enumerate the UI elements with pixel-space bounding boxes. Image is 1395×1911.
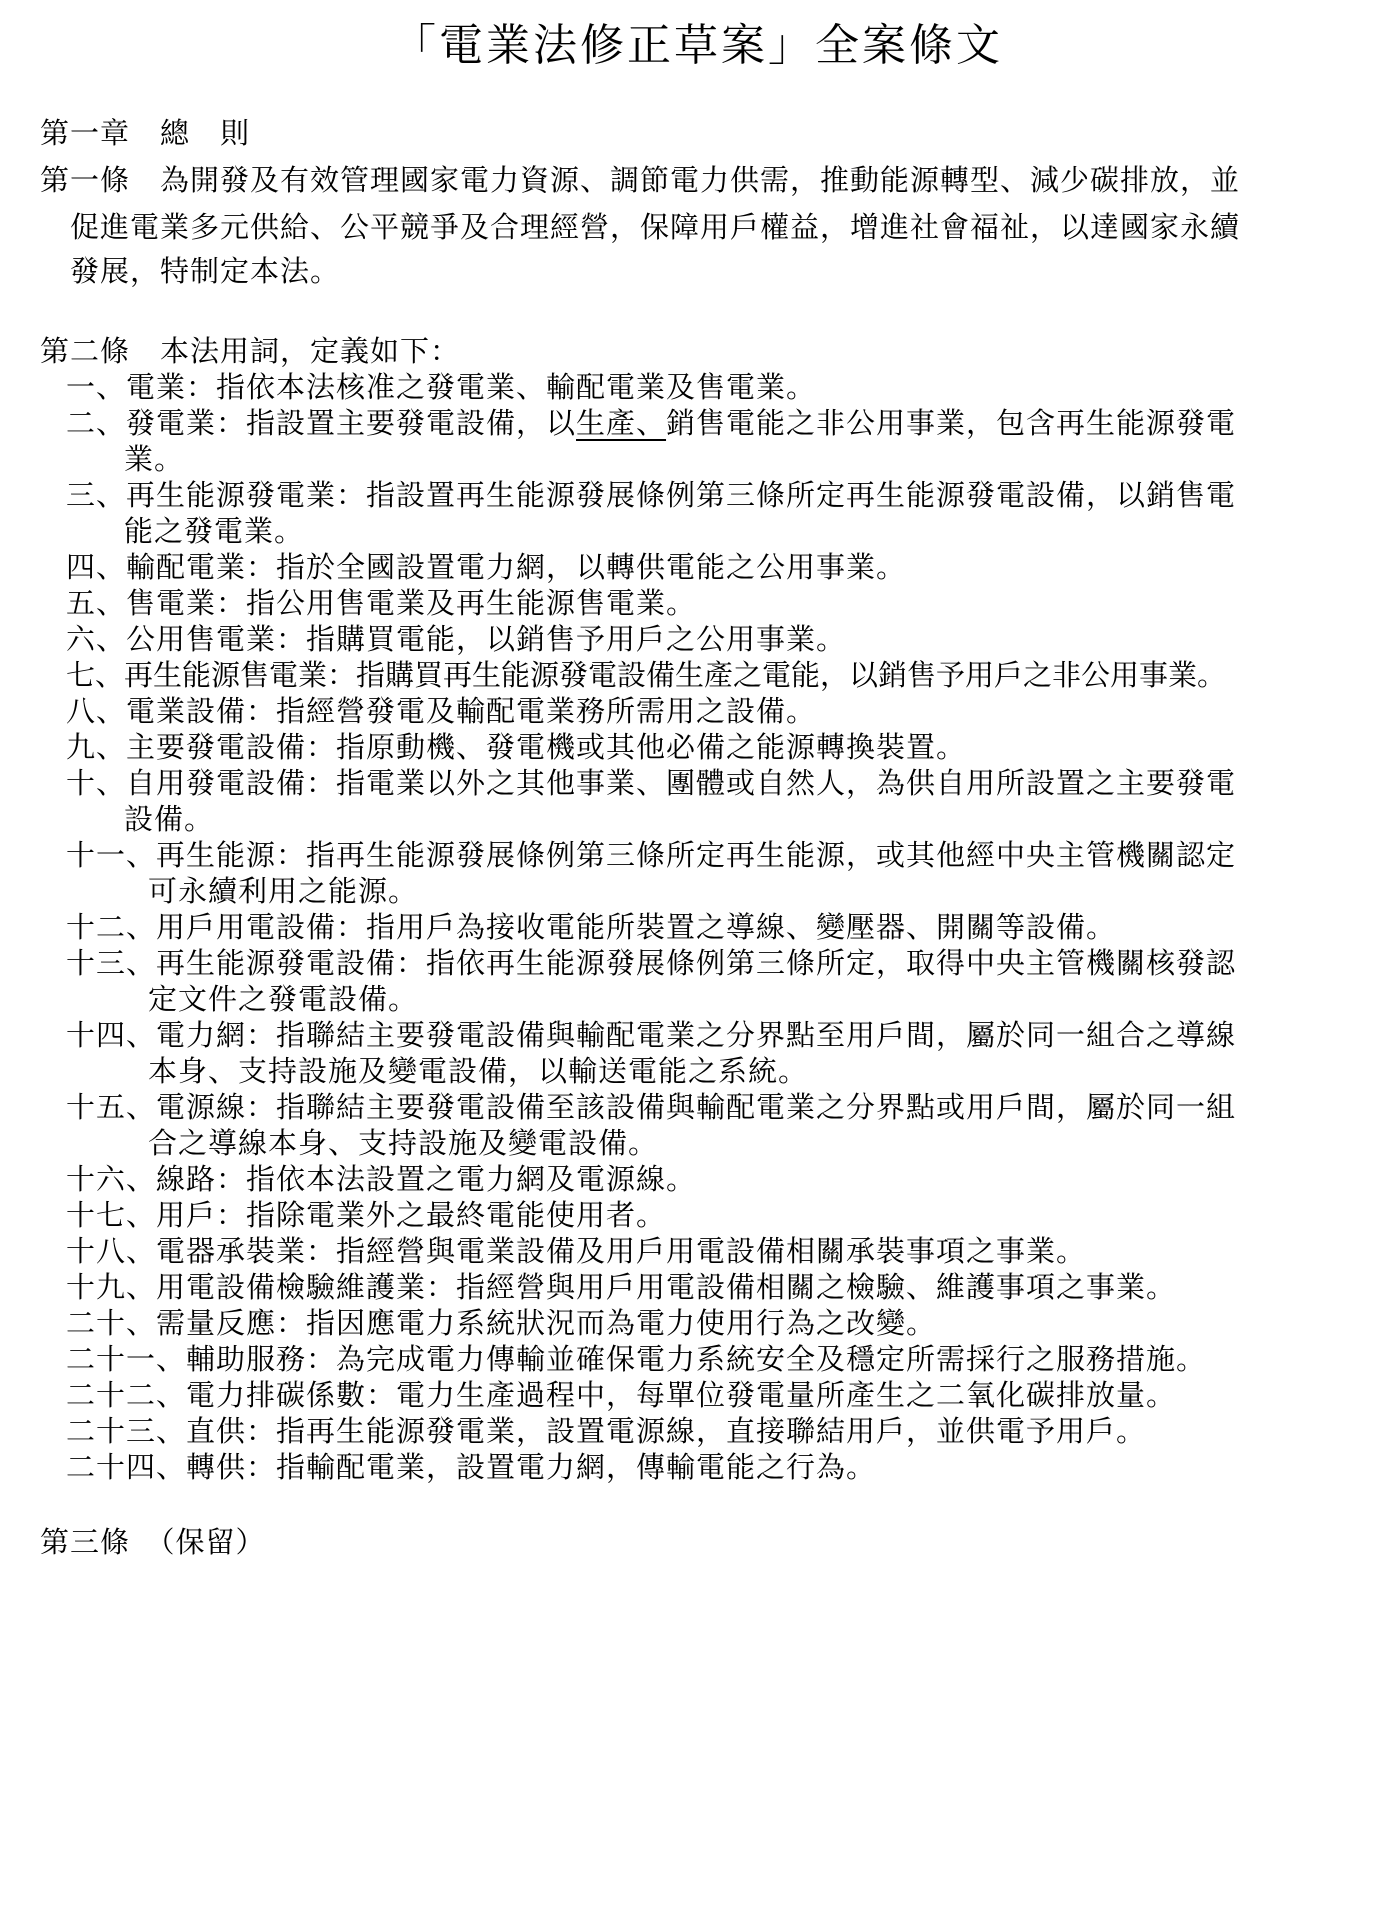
article-1-line-3: 發展，特制定本法。: [70, 254, 341, 288]
definition-item-11: 十一、再生能源：指再生能源發展條例第三條所定再生能源，或其他經中央主管機關認定: [66, 838, 1237, 872]
definition-item-21: 二十一、輔助服務：為完成電力傳輸並確保電力系統安全及穩定所需採行之服務措施。: [66, 1342, 1207, 1376]
definition-item-1: 一、電業：指依本法核准之發電業、輸配電業及售電業。: [66, 370, 817, 404]
article-3-heading: 第三條 （保留）: [40, 1525, 266, 1559]
definition-item-2-text-b: 銷售電能之非公用事業，包含再生能源發電: [666, 406, 1237, 440]
definition-item-12: 十二、用戶用電設備：指用戶為接收電能所裝置之導線、變壓器、開關等設備。: [66, 910, 1117, 944]
definition-item-14-cont: 本身、支持設施及變電設備，以輸送電能之系統。: [148, 1054, 809, 1088]
definition-item-8: 八、電業設備：指經營發電及輸配電業務所需用之設備。: [66, 694, 817, 728]
definition-item-10-cont: 設備。: [124, 802, 215, 836]
definition-item-2-underlined: 生產、: [576, 406, 667, 440]
definition-item-13: 十三、再生能源發電設備：指依再生能源發展條例第三條所定，取得中央主管機關核發認: [66, 946, 1237, 980]
definition-item-6: 六、公用售電業：指購買電能，以銷售予用戶之公用事業。: [66, 622, 847, 656]
definition-item-24: 二十四、轉供：指輸配電業，設置電力網，傳輸電能之行為。: [66, 1450, 877, 1484]
definition-item-20: 二十、需量反應：指因應電力系統狀況而為電力使用行為之改變。: [66, 1306, 937, 1340]
article-1-line-2: 促進電業多元供給、公平競爭及合理經營，保障用戶權益，增進社會福祉，以達國家永續: [70, 210, 1241, 244]
definition-item-10: 十、自用發電設備：指電業以外之其他事業、團體或自然人，為供自用所設置之主要發電: [66, 766, 1237, 800]
definition-item-13-cont: 定文件之發電設備。: [148, 982, 419, 1016]
definition-item-23: 二十三、直供：指再生能源發電業，設置電源線，直接聯結用戶，並供電予用戶。: [66, 1414, 1147, 1448]
document-title: 「電業法修正草案」全案條文: [392, 20, 1003, 71]
definition-item-22: 二十二、電力排碳係數：電力生產過程中，每單位發電量所產生之二氧化碳排放量。: [66, 1378, 1177, 1412]
definition-item-17: 十七、用戶：指除電業外之最終電能使用者。: [66, 1198, 667, 1232]
definition-item-9: 九、主要發電設備：指原動機、發電機或其他必備之能源轉換裝置。: [66, 730, 967, 764]
definition-item-19: 十九、用電設備檢驗維護業：指經營與用戶用電設備相關之檢驗、維護事項之事業。: [66, 1270, 1177, 1304]
article-1-line-1: 第一條 為開發及有效管理國家電力資源、調節電力供需，推動能源轉型、減少碳排放，並: [40, 163, 1241, 197]
definition-item-2: [66, 403, 1236, 443]
definition-item-3: 三、再生能源發電業：指設置再生能源發展條例第三條所定再生能源發電設備，以銷售電: [66, 478, 1237, 512]
definition-item-4: 四、輸配電業：指於全國設置電力網，以轉供電能之公用事業。: [66, 550, 907, 584]
definition-item-2-cont: 業。: [124, 442, 185, 476]
definition-item-16: 十六、線路：指依本法設置之電力網及電源線。: [66, 1162, 697, 1196]
definition-item-2-text-a: 二、發電業：指設置主要發電設備，以: [66, 406, 577, 440]
article-2-heading: 第二條 本法用詞，定義如下：: [40, 334, 461, 368]
chapter-heading: 第一章 總 則: [40, 116, 251, 150]
definition-item-7: 七、再生能源售電業：指購買再生能源發電設備生產之電能，以銷售予用戶之非公用事業。: [66, 658, 1227, 692]
definition-item-15: 十五、電源線：指聯結主要發電設備至該設備與輸配電業之分界點或用戶間，屬於同一組: [66, 1090, 1237, 1124]
definition-item-5: 五、售電業：指公用售電業及再生能源售電業。: [66, 586, 697, 620]
definition-item-14: 十四、電力網：指聯結主要發電設備與輸配電業之分界點至用戶間，屬於同一組合之導線: [66, 1018, 1237, 1052]
definition-item-18: 十八、電器承裝業：指經營與電業設備及用戶用電設備相關承裝事項之事業。: [66, 1234, 1087, 1268]
definition-item-15-cont: 合之導線本身、支持設施及變電設備。: [148, 1126, 659, 1160]
definition-item-11-cont: 可永續利用之能源。: [148, 874, 419, 908]
definition-item-3-cont: 能之發電業。: [124, 514, 305, 548]
